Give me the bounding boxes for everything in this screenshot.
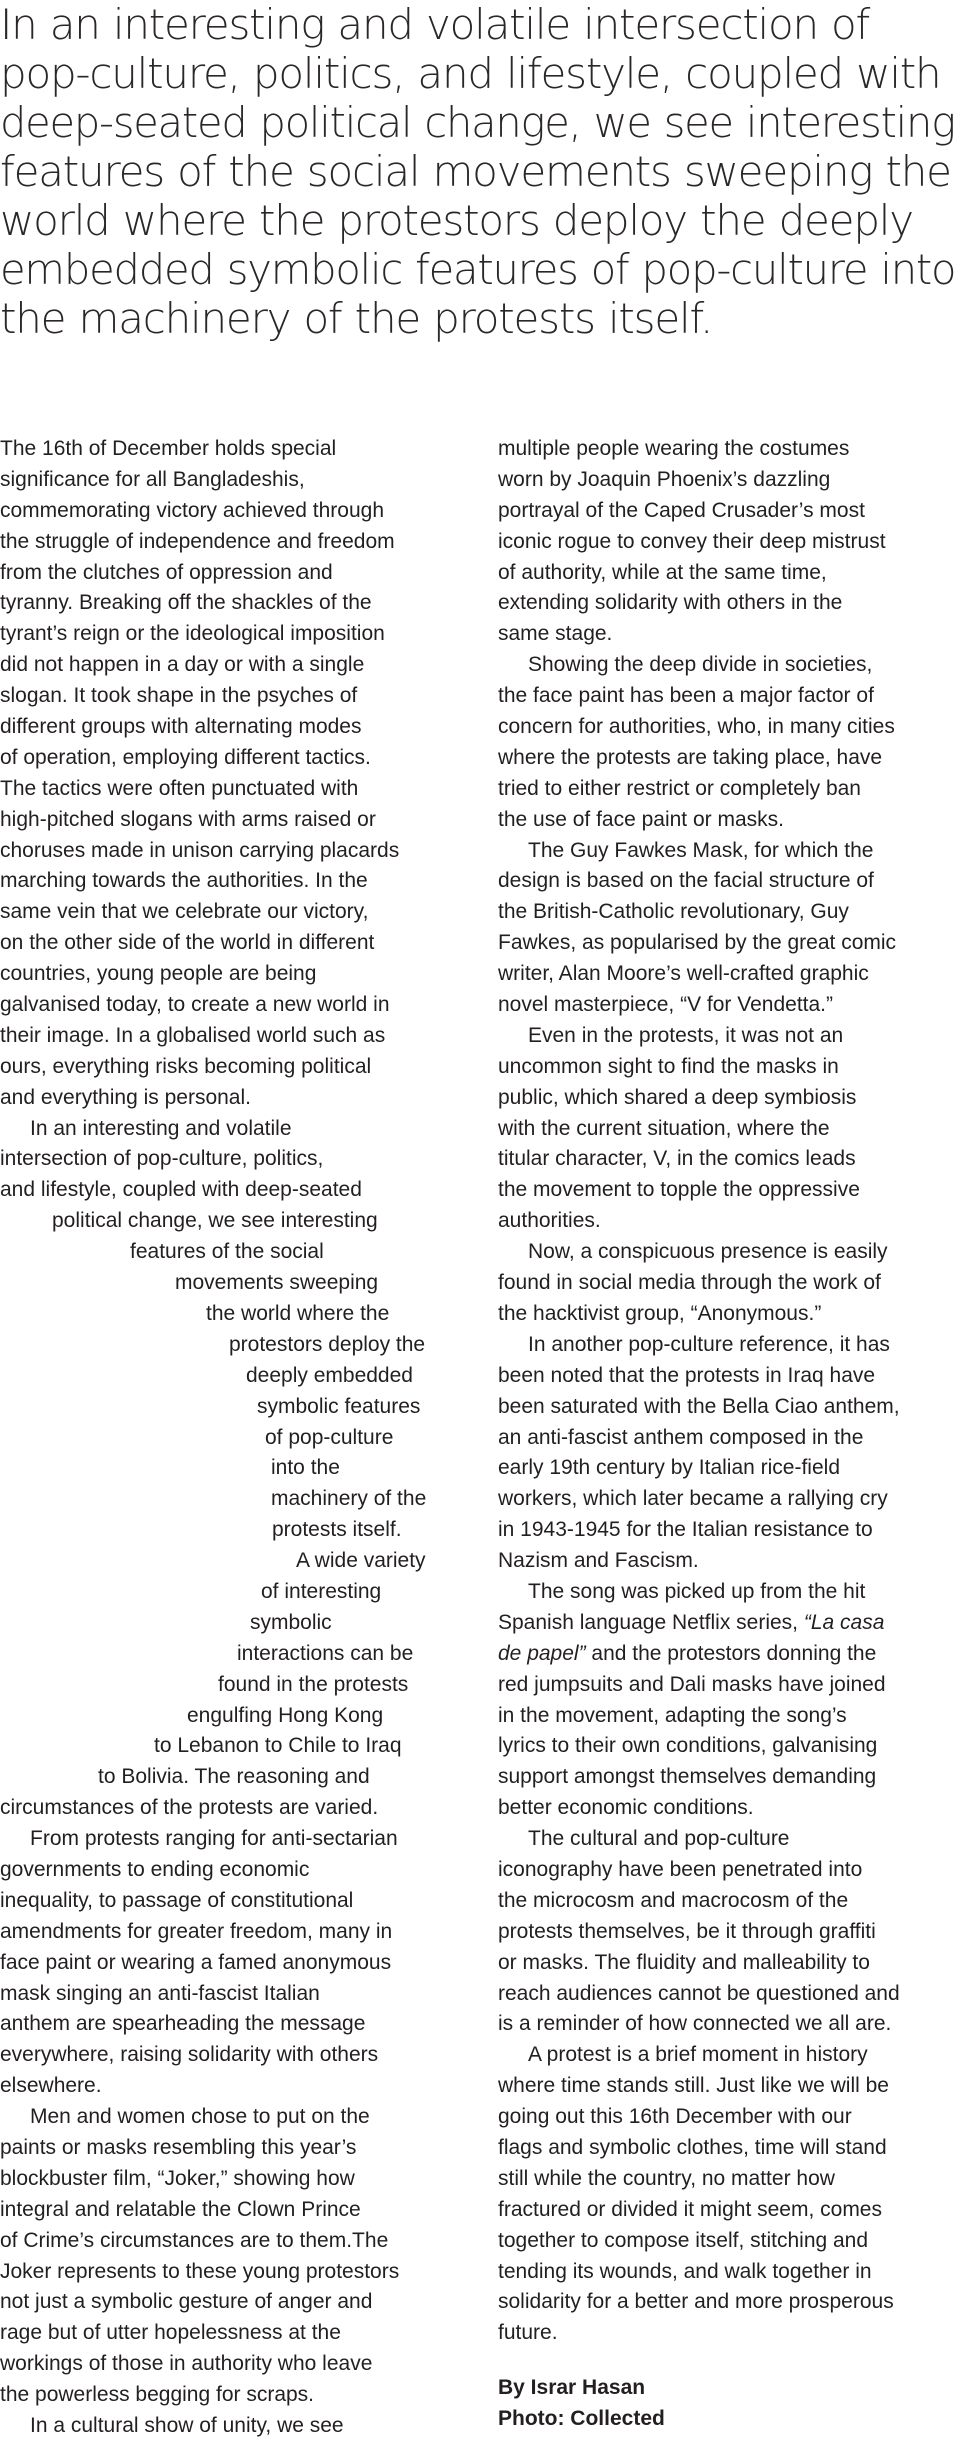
body-line: or masks. The fluidity and malleability to xyxy=(498,1950,870,1974)
body-line: on the other side of the world in different xyxy=(0,931,375,955)
body-line: not just a symbolic gesture of anger and xyxy=(0,2290,373,2314)
body-line: uncommon sight to find the masks in xyxy=(498,1054,839,1078)
pull-quote-line: features of the social movements sweeping the xyxy=(0,147,951,196)
body-line: integral and relatable the Clown Prince xyxy=(0,2197,361,2221)
body-line: of interesting xyxy=(261,1579,382,1603)
pull-quote-line: world where the protestors deploy the deeply xyxy=(0,196,913,245)
body-line: movements sweeping xyxy=(175,1271,379,1295)
body-line: ours, everything risks becoming political xyxy=(0,1054,372,1078)
pull-quote-line: pop-culture, politics, and lifestyle, coupled with xyxy=(0,49,941,98)
body-line: workings of those in authority who leave xyxy=(0,2352,373,2376)
body-line: circumstances of the protests are varied. xyxy=(0,1796,379,1820)
photo-credit: Photo: Collected xyxy=(498,2406,665,2430)
body-line: everywhere, raising solidarity with others xyxy=(0,2043,379,2067)
body-line: still while the country, no matter how xyxy=(498,2166,835,2190)
body-line: titular character, V, in the comics leads xyxy=(498,1147,856,1171)
body-line: symbolic features xyxy=(257,1394,421,1418)
body-line: mask singing an anti-fascist Italian xyxy=(0,1981,320,2005)
body-line: anthem are spearheading the message xyxy=(0,2012,366,2036)
body-line: The tactics were often punctuated with xyxy=(0,776,359,800)
body-line: concern for authorities, who, in many cities xyxy=(498,715,895,739)
body-line: The song was picked up from the hit xyxy=(528,1579,866,1603)
body-line: where time stands still. Just like we will be xyxy=(498,2074,889,2098)
body-line: worn by Joaquin Phoenix’s dazzling xyxy=(498,467,831,491)
body-line-text: Spanish language Netflix series, xyxy=(498,1610,804,1634)
body-line: the British-Catholic revolutionary, Guy xyxy=(498,900,849,924)
body-line: Fawkes, as popularised by the great comic xyxy=(498,931,897,955)
body-line: engulfing Hong Kong xyxy=(187,1703,384,1727)
body-line: fractured or divided it might seem, comes xyxy=(498,2197,882,2221)
body-line: galvanised today, to create a new world in xyxy=(0,993,390,1017)
body-line: choruses made in unison carrying placards xyxy=(0,838,400,862)
body-line: tyranny. Breaking off the shackles of the xyxy=(0,591,372,615)
pull-quote-line: the machinery of the protests itself. xyxy=(0,294,713,343)
body-line: an anti-fascist anthem composed in the xyxy=(498,1425,864,1449)
body-line: lyrics to their own conditions, galvanising xyxy=(498,1734,878,1758)
pull-quote-line: embedded symbolic features of pop-culture into xyxy=(0,245,955,294)
body-line: the face paint has been a major factor of xyxy=(498,684,874,708)
body-line: going out this 16th December with our xyxy=(498,2105,852,2129)
body-line: red jumpsuits and Dali masks have joined xyxy=(498,1672,886,1696)
body-line: flags and symbolic clothes, time will stand xyxy=(498,2135,887,2159)
body-line: interactions can be xyxy=(237,1641,414,1665)
body-line: design is based on the facial structure of xyxy=(498,869,874,893)
body-line: workers, which later became a rallying cry xyxy=(498,1487,888,1511)
body-line: found in social media through the work of xyxy=(498,1271,881,1295)
body-line: Even in the protests, it was not an xyxy=(528,1023,844,1047)
body-line: countries, young people are being xyxy=(0,962,317,986)
body-line: machinery of the xyxy=(271,1487,427,1511)
body-line: marching towards the authorities. In the xyxy=(0,869,368,893)
body-line: governments to ending economic xyxy=(0,1857,310,1881)
body-line: In another pop-culture reference, it has xyxy=(528,1332,890,1356)
body-line: support amongst themselves demanding xyxy=(498,1765,877,1789)
body-line: of authority, while at the same time, xyxy=(498,560,827,584)
body-line: novel masterpiece, “V for Vendetta.” xyxy=(498,993,834,1017)
body-line: the microcosm and macrocosm of the xyxy=(498,1888,849,1912)
body-line: symbolic xyxy=(250,1610,332,1634)
body-line: elsewhere. xyxy=(0,2074,102,2098)
body-line: early 19th century by Italian rice-field xyxy=(498,1456,840,1480)
body-line: been noted that the protests in Iraq have xyxy=(498,1363,876,1387)
body-line: commemorating victory achieved through xyxy=(0,498,385,522)
body-line xyxy=(498,1639,955,1670)
body-line: of operation, employing different tactics. xyxy=(0,745,371,769)
body-line: into the xyxy=(271,1456,340,1480)
body-line: paints or masks resembling this year’s xyxy=(0,2135,357,2159)
body-line: In an interesting and volatile xyxy=(30,1116,292,1140)
body-line: together to compose itself, stitching and xyxy=(498,2228,869,2252)
body-line: iconic rogue to convey their deep mistrust xyxy=(498,529,886,553)
body-line: protests themselves, be it through graffiti xyxy=(498,1919,876,1943)
body-line: public, which shared a deep symbiosis xyxy=(498,1085,857,1109)
body-line: political change, we see interesting xyxy=(52,1209,378,1233)
body-line: in 1943-1945 for the Italian resistance to xyxy=(498,1518,873,1542)
body-line: better economic conditions. xyxy=(498,1796,754,1820)
body-line: writer, Alan Moore’s well-crafted graphic xyxy=(498,962,869,986)
show-title-italic: de papel” xyxy=(498,1641,586,1665)
body-line: iconography have been penetrated into xyxy=(498,1857,863,1881)
body-line: The 16th of December holds special xyxy=(0,437,337,460)
body-line: of Crime’s circumstances are to them.The xyxy=(0,2228,389,2252)
body-line: to Lebanon to Chile to Iraq xyxy=(154,1734,402,1758)
body-line: the hacktivist group, “Anonymous.” xyxy=(498,1301,822,1325)
article-column-right xyxy=(498,434,955,2349)
body-line: found in the protests xyxy=(218,1672,409,1696)
body-line: different groups with alternating modes xyxy=(0,715,362,739)
body-line: protests itself. xyxy=(272,1518,402,1542)
body-line: features of the social xyxy=(130,1240,324,1264)
body-line: of pop-culture xyxy=(265,1425,394,1449)
body-line: A protest is a brief moment in history xyxy=(528,2043,868,2067)
body-line: From protests ranging for anti-sectarian xyxy=(30,1827,398,1851)
body-line: Now, a conspicuous presence is easily xyxy=(528,1240,888,1264)
body-line: rage but of utter hopelessness at the xyxy=(0,2321,341,2345)
body-line: from the clutches of oppression and xyxy=(0,560,333,584)
body-line: protestors deploy the xyxy=(229,1332,426,1356)
body-line: slogan. It took shape in the psyches of xyxy=(0,684,358,708)
body-line: Nazism and Fascism. xyxy=(498,1549,699,1573)
body-line: extending solidarity with others in the xyxy=(498,591,843,615)
body-line: where the protests are taking place, have xyxy=(498,745,883,769)
body-line: multiple people wearing the costumes xyxy=(498,437,850,460)
body-line: significance for all Bangladeshis, xyxy=(0,467,305,491)
body-line: to Bolivia. The reasoning and xyxy=(98,1765,370,1789)
body-line: The cultural and pop-culture xyxy=(528,1827,790,1851)
body-line: the movement to topple the oppressive xyxy=(498,1178,860,1202)
author-credit: By Israr Hasan xyxy=(498,2376,646,2399)
body-line: authorities. xyxy=(498,1209,601,1233)
pull-quote-line: In an interesting and volatile intersection of xyxy=(0,0,870,49)
body-line: solidarity for a better and more prosperous xyxy=(498,2290,894,2314)
body-line: did not happen in a day or with a single xyxy=(0,653,365,677)
pull-quote-line: deep-seated political change, we see interesting xyxy=(0,98,955,147)
body-line: In a cultural show of unity, we see xyxy=(30,2414,344,2437)
body-line-text: and the protestors donning the xyxy=(585,1641,877,1665)
body-line: amendments for greater freedom, many in xyxy=(0,1919,393,1943)
body-line: same stage. xyxy=(498,622,613,646)
body-line: been saturated with the Bella Ciao anthem, xyxy=(498,1394,900,1418)
show-title-italic: “La casa xyxy=(803,1610,885,1634)
byline xyxy=(498,2373,665,2435)
body-line: Joker represents to these young protestors xyxy=(0,2259,400,2283)
body-line xyxy=(498,1608,955,1639)
body-line: in the movement, adapting the song’s xyxy=(498,1703,847,1727)
body-line: intersection of pop-culture, politics, xyxy=(0,1147,324,1171)
body-line: tried to either restrict or completely ban xyxy=(498,776,861,800)
body-line: future. xyxy=(498,2321,558,2345)
body-line: with the current situation, where the xyxy=(498,1116,830,1140)
article-column-left xyxy=(0,434,460,2442)
body-line: face paint or wearing a famed anonymous xyxy=(0,1950,392,1974)
body-line: the powerless begging for scraps. xyxy=(0,2383,315,2407)
body-line: portrayal of the Caped Crusader’s most xyxy=(498,498,865,522)
body-line: and everything is personal. xyxy=(0,1085,251,1109)
body-line: Men and women chose to put on the xyxy=(30,2105,370,2129)
body-line: same vein that we celebrate our victory, xyxy=(0,900,369,924)
body-line: Showing the deep divide in societies, xyxy=(528,653,873,677)
body-line: and lifestyle, coupled with deep-seated xyxy=(0,1178,362,1202)
body-line: the struggle of independence and freedom xyxy=(0,529,395,553)
body-line: is a reminder of how connected we all are. xyxy=(498,2012,892,2036)
body-line: blockbuster film, “Joker,” showing how xyxy=(0,2166,355,2190)
body-line: The Guy Fawkes Mask, for which the xyxy=(528,838,874,862)
body-line: inequality, to passage of constitutional xyxy=(0,1888,354,1912)
body-line: tyrant’s reign or the ideological imposition xyxy=(0,622,385,646)
body-line: reach audiences cannot be questioned and xyxy=(498,1981,900,2005)
body-line: tending its wounds, and walk together in xyxy=(498,2259,872,2283)
body-line: their image. In a globalised world such as xyxy=(0,1023,386,1047)
pull-quote xyxy=(0,0,955,343)
body-line: deeply embedded xyxy=(246,1363,413,1387)
body-line: A wide variety xyxy=(296,1549,426,1573)
body-line: the world where the xyxy=(206,1301,390,1325)
body-line: the use of face paint or masks. xyxy=(498,807,784,831)
body-line: high-pitched slogans with arms raised or xyxy=(0,807,376,831)
